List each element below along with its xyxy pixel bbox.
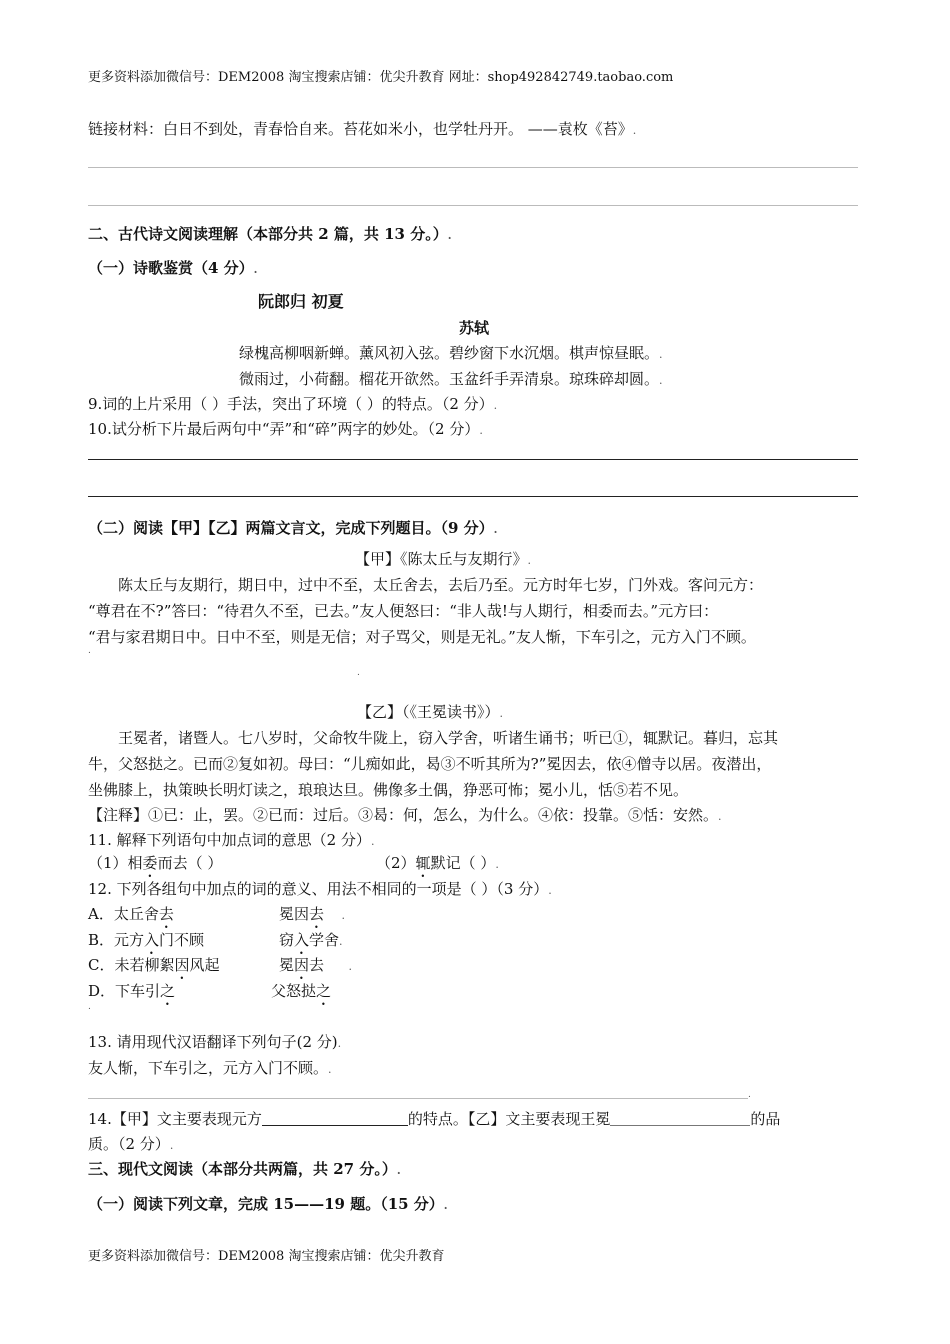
poem-line: 绿槐高柳咽新蝉。薰风初入弦。碧纱窗下水沉烟。棋声惊昼眠。. bbox=[239, 344, 663, 362]
poem-author: 苏轼 bbox=[459, 319, 490, 337]
poem-line: 微雨过，小荷翻。榴花开欲然。玉盆纤手弄清泉。琼珠碎却圆。. bbox=[239, 370, 663, 388]
modern-reading-title: （一）阅读下列文章，完成 15——19 题。（15 分）. bbox=[88, 1195, 448, 1213]
option-c-left: C．未若柳絮因风起 bbox=[88, 956, 220, 974]
paragraph-mark: . bbox=[748, 1090, 751, 1100]
question-9: 9.词的上片采用（ ）手法，突出了环境（ ）的特点。（2 分）. bbox=[88, 395, 498, 413]
option-d-left: D．下车引之 bbox=[88, 982, 176, 1000]
annotation-notes: 【注释】①已：止，罢。②已而：过后。③曷：何，怎么，为什么。④依：投靠。⑤恬：安然。. bbox=[88, 806, 722, 824]
question-13-sentence: 友人惭，下车引之，元方入门不顾。. bbox=[88, 1059, 332, 1077]
answer-line bbox=[88, 496, 858, 497]
classical-section-title: （二）阅读【甲】【乙】两篇文言文，完成下列题目。（9 分）. bbox=[88, 519, 498, 537]
passage-yi-title: 【乙】（《王冕读书》）. bbox=[357, 703, 504, 721]
option-b-right: 窃入学舍. bbox=[279, 931, 343, 949]
question-11-item-2: （2）辄默记（ ）. bbox=[376, 854, 499, 872]
passage-jia-title: 【甲】《陈太丘与友期行》. bbox=[355, 550, 532, 568]
question-14: 14.【甲】文主要表现元方 的特点。【乙】文主要表现王冕 的品 bbox=[88, 1110, 781, 1128]
link-material: 链接材料：白日不到处，青春恰自来。苔花如米小，也学牡丹开。 ——袁枚《苔》. bbox=[88, 120, 637, 138]
paragraph-mark: . bbox=[357, 668, 360, 678]
passage-yi-text: 王冕者，诸暨人。七八岁时，父命牧牛陇上，窃入学舍，听诸生诵书；听已①，辄默记。暮归，忘其 bbox=[118, 729, 779, 747]
page-header: 更多资料添加微信号：DEM2008 淘宝搜索店铺：优尖升教育 网址：shop492842749.taobao.com bbox=[88, 70, 674, 85]
passage-yi-text: 坐佛膝上，执策映长明灯读之，琅琅达旦。佛像多土偶，狰恶可怖；冕小儿，恬⑤若不见。 bbox=[88, 781, 689, 799]
answer-line bbox=[88, 205, 858, 206]
passage-jia-text: 陈太丘与友期行，期日中，过中不至，太丘舍去，去后乃至。元方时年七岁，门外戏。客问元方： bbox=[118, 576, 764, 594]
option-b-left: B．元方入门不顾 bbox=[88, 931, 205, 949]
question-12: 12. 下列各组句中加点的词的意义、用法不相同的一项是（ ）（3 分）. bbox=[88, 880, 552, 898]
section-3-title: 三、现代文阅读（本部分共两篇，共 27 分。）. bbox=[88, 1160, 401, 1178]
question-10: 10.试分析下片最后两句中“弄”和“碎”两字的妙处。（2 分）. bbox=[88, 420, 483, 438]
option-c-right: 冕因去 . bbox=[279, 956, 353, 974]
question-14-cont: 质。（2 分）. bbox=[88, 1135, 174, 1153]
answer-line bbox=[88, 1098, 748, 1099]
fill-blank bbox=[610, 1111, 750, 1126]
section-2-title: 二、古代诗文阅读理解（本部分共 2 篇，共 13 分。）. bbox=[88, 225, 452, 243]
option-a-left: A．太丘舍去 bbox=[88, 905, 174, 923]
paragraph-mark: . bbox=[88, 1002, 91, 1012]
question-11-item-1: （1）相委而去（ ） bbox=[88, 854, 223, 872]
option-d-right: 父怒挞之 bbox=[271, 982, 332, 1000]
option-a-right: 冕因去 . bbox=[279, 905, 346, 923]
passage-yi-text: 牛，父怒挞之。已而②复如初。母曰：“儿痴如此，曷③不听其所为?”冕因去，依④僧寺以居。夜潜出， bbox=[88, 755, 772, 773]
answer-line bbox=[88, 167, 858, 168]
poem-title: 阮郎归 初夏 bbox=[258, 292, 344, 311]
poetry-section-title: （一）诗歌鉴赏（4 分）. bbox=[88, 259, 258, 277]
paragraph-mark: . bbox=[88, 646, 91, 656]
answer-line bbox=[88, 459, 858, 460]
page-footer: 更多资料添加微信号：DEM2008 淘宝搜索店铺：优尖升教育 bbox=[88, 1249, 445, 1264]
passage-jia-text: “尊君在不?”答曰：“待君久不至，已去。”友人便怒曰：“非人哉!与人期行，相委而去。”元方曰： bbox=[88, 602, 719, 620]
question-13: 13. 请用现代汉语翻译下列句子(2 分). bbox=[88, 1033, 342, 1051]
passage-jia-text: “君与家君期日中。日中不至，则是无信；对子骂父，则是无礼。”友人惭，下车引之，元方入门不顾。 bbox=[88, 628, 756, 646]
fill-blank bbox=[262, 1111, 408, 1126]
question-11: 11. 解释下列语句中加点词的意思（2 分）. bbox=[88, 831, 375, 849]
